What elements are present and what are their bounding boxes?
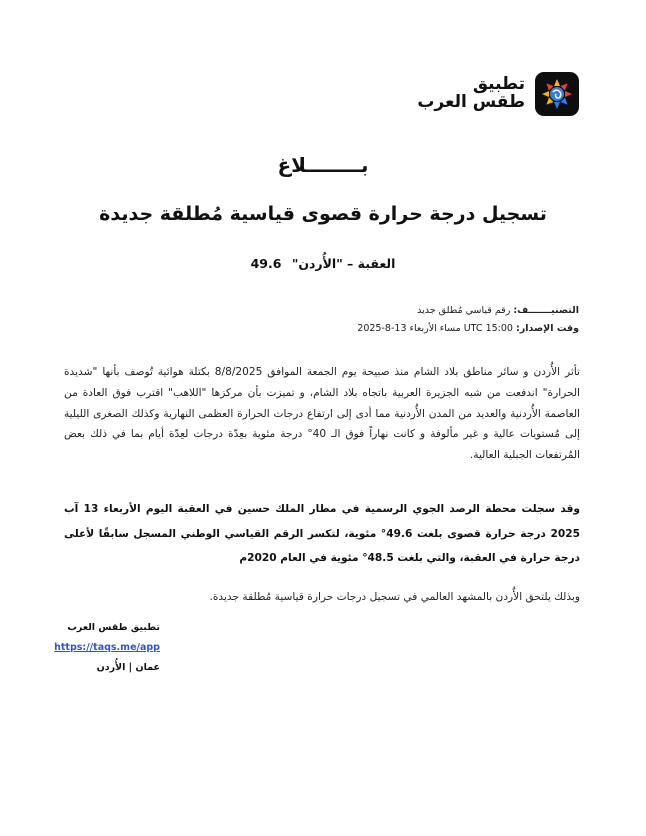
app-link[interactable]: https://taqs.me/app: [54, 642, 160, 653]
announcement-heading: بــــــــلاغ: [277, 153, 369, 177]
body-paragraph-1: تأثر الأُردن و سائر مناطق بلاد الشام منذ صبيحة يوم الجمعة الموافق 8/8/2025 بكتلة هوائية تُوصف بأنها "شديدة الحرارة" اندفعت من شبه الجزيرة العربية باتجاه بلاد الشام، و تميزت بأن مركزها "اللاهب" اقترب فوق العادة من العاصمة الأُردنية والعديد من المدن الأُردنية مما أدى إلى ارتفاع درجات الحرارة العظمى النهارية وكذلك الصغرى الليلية إلى مُستويات عالية و غير مألوفة و كانت نهاراً فوق الـ 40° درجة مئوية بعِدّة درجات لعِدّة أيام بما في ذلك بعض المُرتفعات الجبلية العالية.: [64, 366, 580, 462]
location-text: العقبة – "الأُردن": [291, 256, 396, 271]
signature-name: تطبيق طقس العرب: [67, 622, 160, 633]
release-time-line: [67, 323, 579, 334]
announcement-title: تسجيل درجة حرارة قصوى قياسية مُطلقة جديدة: [99, 203, 547, 225]
record-temperature: 49.6: [250, 256, 282, 271]
signature-place: عمان | الأُردن: [96, 662, 160, 673]
category-line: [67, 305, 579, 316]
category-label: التصنيـــــــف:: [513, 305, 579, 316]
sun-swirl-logo-icon: [535, 72, 579, 116]
release-label: وقت الإصدار:: [515, 323, 579, 334]
body-paragraph-2: وقد سجلت محطة الرصد الجوي الرسمية في مطار الملك حسين في العقبة اليوم الأربعاء 13 آب 2025 درجة حرارة قصوى بلغت 49.6° مئوية، لتكسر الرقم القياسي الوطني المسجل سابقًا لأعلى درجة حرارة في العقبة، والتي بلغت 48.5° مئوية في العام 2020م: [64, 503, 580, 564]
location-subtitle: [0, 256, 646, 271]
body-paragraph-3: وبذلك يلتحق الأُردن بالمشهد العالمي في تسجيل درجات حرارة قياسية مُطلقة جديدة.: [209, 591, 580, 603]
category-value: رقم قياسي مُطلق جديد: [417, 305, 511, 316]
brand-name-line1: تطبيق: [472, 74, 525, 95]
brand-name-line2: طقس العرب: [417, 92, 525, 112]
brand-header: [417, 72, 579, 116]
release-value: UTC 15:00 مساء الأربعاء 13-8-2025: [357, 323, 513, 334]
